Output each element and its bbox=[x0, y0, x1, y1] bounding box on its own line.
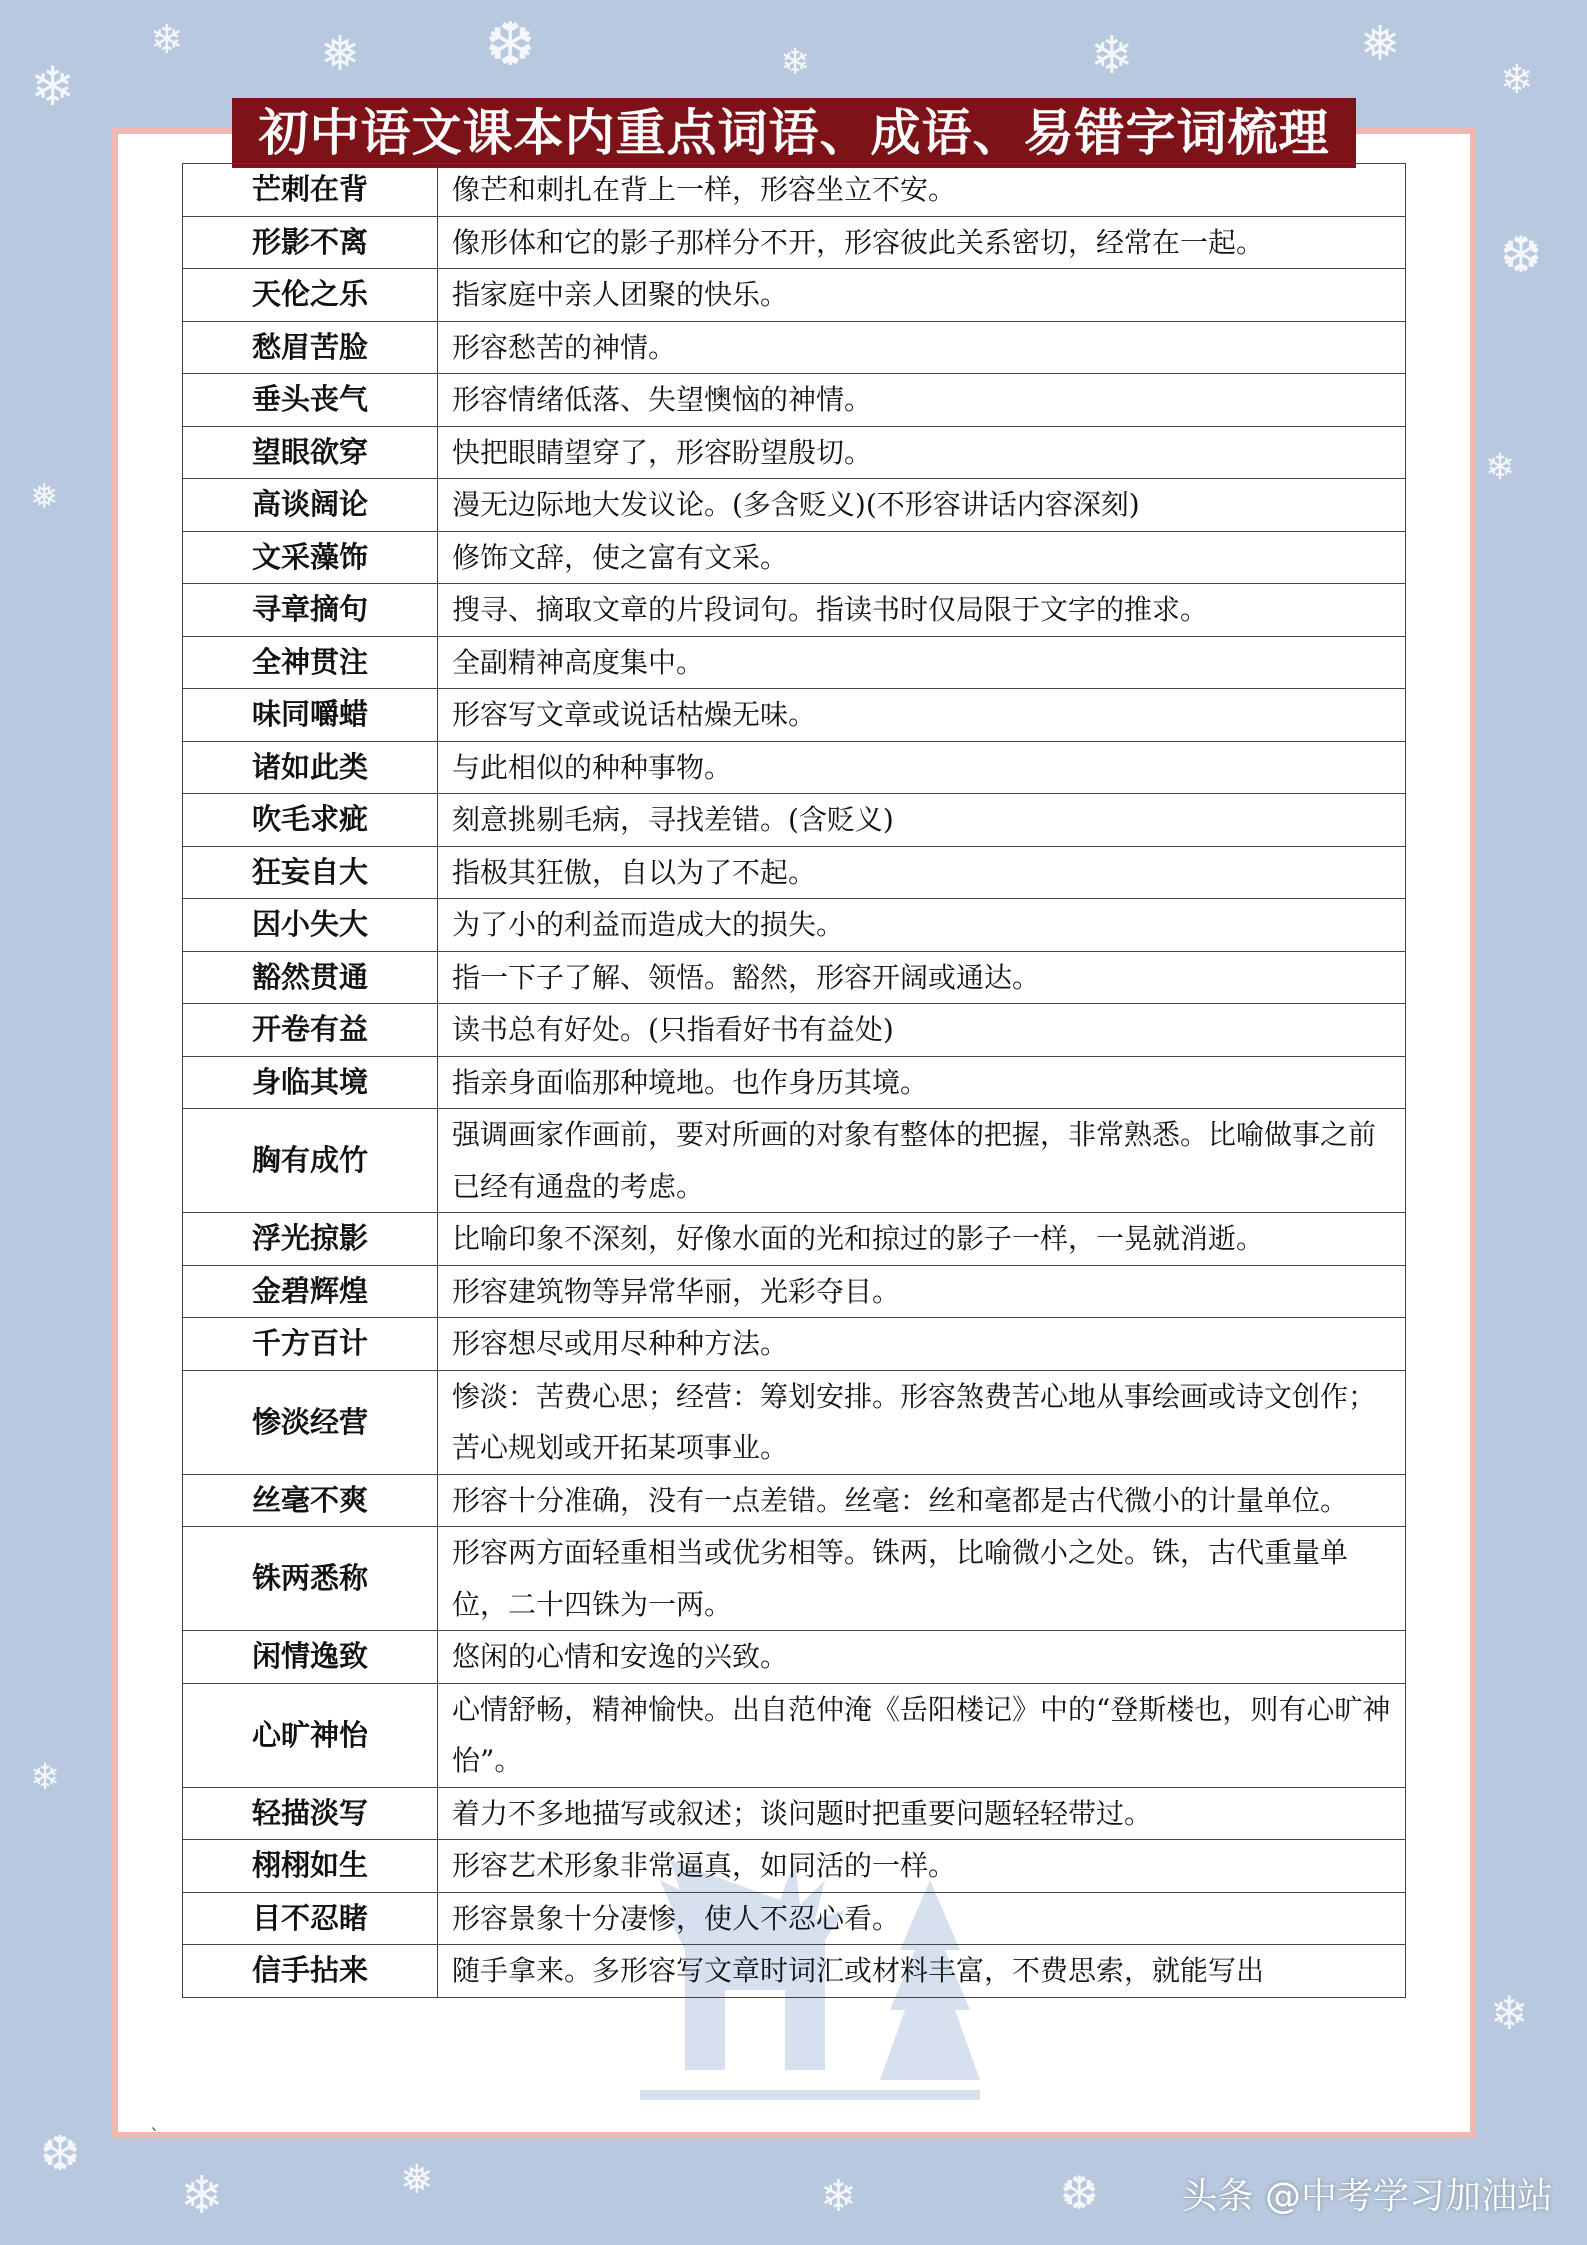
definition-cell: 与此相似的种种事物。 bbox=[438, 741, 1406, 794]
definition-cell: 漫无边际地大发议论。(多含贬义)(不形容讲话内容深刻) bbox=[438, 479, 1406, 532]
table-row bbox=[183, 1474, 1406, 1527]
table-row bbox=[183, 1318, 1406, 1371]
term-cell: 心旷神怡 bbox=[183, 1683, 438, 1787]
definition-cell: 指亲身面临那种境地。也作身历其境。 bbox=[438, 1056, 1406, 1109]
tick-mark: ` bbox=[150, 2124, 160, 2148]
table-row bbox=[183, 321, 1406, 374]
definition-cell: 形容艺术形象非常逼真，如同活的一样。 bbox=[438, 1840, 1406, 1893]
term-cell: 豁然贯通 bbox=[183, 951, 438, 1004]
table-row bbox=[183, 846, 1406, 899]
definition-cell: 形容十分准确，没有一点差错。丝毫：丝和毫都是古代微小的计量单位。 bbox=[438, 1474, 1406, 1527]
definition-cell: 悠闲的心情和安逸的兴致。 bbox=[438, 1631, 1406, 1684]
term-cell: 因小失大 bbox=[183, 899, 438, 952]
vocab-table bbox=[182, 163, 1406, 1998]
definition-cell: 修饰文辞，使之富有文采。 bbox=[438, 531, 1406, 584]
definition-cell: 全副精神高度集中。 bbox=[438, 636, 1406, 689]
snowflake-icon: ❄ bbox=[150, 17, 184, 63]
term-cell: 狂妄自大 bbox=[183, 846, 438, 899]
definition-cell: 形容景象十分凄惨，使人不忍心看。 bbox=[438, 1892, 1406, 1945]
definition-cell: 指一下子了解、领悟。豁然，形容开阔或通达。 bbox=[438, 951, 1406, 1004]
table-row bbox=[183, 1892, 1406, 1945]
term-cell: 目不忍睹 bbox=[183, 1892, 438, 1945]
snowflake-icon: ❆ bbox=[485, 10, 536, 80]
term-cell: 芒刺在背 bbox=[183, 164, 438, 217]
definition-cell: 形容建筑物等异常华丽，光彩夺目。 bbox=[438, 1265, 1406, 1318]
term-cell: 金碧辉煌 bbox=[183, 1265, 438, 1318]
term-cell: 丝毫不爽 bbox=[183, 1474, 438, 1527]
table-row bbox=[183, 1213, 1406, 1266]
snowflake-icon: ❄ bbox=[820, 2171, 857, 2222]
table-row bbox=[183, 899, 1406, 952]
definition-cell: 形容两方面轻重相当或优劣相等。铢两，比喻微小之处。铢，古代重量单位，二十四铢为一两。 bbox=[438, 1527, 1406, 1631]
definition-cell: 像形体和它的影子那样分不开，形容彼此关系密切，经常在一起。 bbox=[438, 216, 1406, 269]
snowflake-icon: ❄ bbox=[1490, 1986, 1529, 2040]
table-row bbox=[183, 479, 1406, 532]
term-cell: 身临其境 bbox=[183, 1056, 438, 1109]
definition-cell: 心情舒畅，精神愉快。出自范仲淹《岳阳楼记》中的“登斯楼也，则有心旷神怡”。 bbox=[438, 1683, 1406, 1787]
definition-cell: 搜寻、摘取文章的片段词句。指读书时仅局限于文字的推求。 bbox=[438, 584, 1406, 637]
term-cell: 栩栩如生 bbox=[183, 1840, 438, 1893]
definition-cell: 快把眼睛望穿了，形容盼望殷切。 bbox=[438, 426, 1406, 479]
term-cell: 铢两悉称 bbox=[183, 1527, 438, 1631]
term-cell: 寻章摘句 bbox=[183, 584, 438, 637]
definition-cell: 为了小的利益而造成大的损失。 bbox=[438, 899, 1406, 952]
snowflake-icon: ❆ bbox=[1500, 226, 1542, 284]
term-cell: 天伦之乐 bbox=[183, 269, 438, 322]
snowflake-icon: ❅ bbox=[30, 477, 59, 517]
snowflake-icon: ❆ bbox=[1060, 2166, 1099, 2220]
term-cell: 垂头丧气 bbox=[183, 374, 438, 427]
table-row bbox=[183, 1109, 1406, 1213]
table-row bbox=[183, 426, 1406, 479]
definition-cell: 惨淡：苦费心思；经营：筹划安排。形容煞费苦心地从事绘画或诗文创作；苦心规划或开拓某项事业。 bbox=[438, 1370, 1406, 1474]
table-row bbox=[183, 1631, 1406, 1684]
table-row bbox=[183, 636, 1406, 689]
term-cell: 高谈阔论 bbox=[183, 479, 438, 532]
term-cell: 诸如此类 bbox=[183, 741, 438, 794]
table-row bbox=[183, 531, 1406, 584]
table-row bbox=[183, 794, 1406, 847]
term-cell: 文采藻饰 bbox=[183, 531, 438, 584]
term-cell: 闲情逸致 bbox=[183, 1631, 438, 1684]
snowflake-icon: ❆ bbox=[40, 2126, 81, 2182]
term-cell: 胸有成竹 bbox=[183, 1109, 438, 1213]
term-cell: 全神贯注 bbox=[183, 636, 438, 689]
table-row bbox=[183, 741, 1406, 794]
table-row bbox=[183, 584, 1406, 637]
table-row bbox=[183, 164, 1406, 217]
table-row bbox=[183, 1840, 1406, 1893]
definition-cell: 读书总有好处。(只指看好书有益处) bbox=[438, 1004, 1406, 1057]
table-row bbox=[183, 1527, 1406, 1631]
term-cell: 开卷有益 bbox=[183, 1004, 438, 1057]
definition-cell: 刻意挑剔毛病，寻找差错。(含贬义) bbox=[438, 794, 1406, 847]
snowflake-icon: ❄ bbox=[1500, 57, 1534, 103]
table-row bbox=[183, 951, 1406, 1004]
snowflake-icon: ❅ bbox=[320, 26, 361, 82]
term-cell: 信手拈来 bbox=[183, 1945, 438, 1998]
definition-cell: 指家庭中亲人团聚的快乐。 bbox=[438, 269, 1406, 322]
page-title: 初中语文课本内重点词语、成语、易错字词梳理 bbox=[232, 98, 1356, 168]
table-row bbox=[183, 1004, 1406, 1057]
table-row bbox=[183, 269, 1406, 322]
table-row bbox=[183, 216, 1406, 269]
term-cell: 愁眉苦脸 bbox=[183, 321, 438, 374]
table-row bbox=[183, 1787, 1406, 1840]
term-cell: 吹毛求疵 bbox=[183, 794, 438, 847]
term-cell: 形影不离 bbox=[183, 216, 438, 269]
term-cell: 轻描淡写 bbox=[183, 1787, 438, 1840]
definition-cell: 形容情绪低落、失望懊恼的神情。 bbox=[438, 374, 1406, 427]
table-row bbox=[183, 1265, 1406, 1318]
table-row bbox=[183, 689, 1406, 742]
table-row bbox=[183, 1370, 1406, 1474]
definition-cell: 比喻印象不深刻，好像水面的光和掠过的影子一样，一晃就消逝。 bbox=[438, 1213, 1406, 1266]
definition-cell: 形容想尽或用尽种种方法。 bbox=[438, 1318, 1406, 1371]
snowflake-icon: ❅ bbox=[1360, 16, 1401, 72]
definition-cell: 像芒和刺扎在背上一样，形容坐立不安。 bbox=[438, 164, 1406, 217]
term-cell: 千方百计 bbox=[183, 1318, 438, 1371]
definition-cell: 着力不多地描写或叙述；谈问题时把重要问题轻轻带过。 bbox=[438, 1787, 1406, 1840]
term-cell: 味同嚼蜡 bbox=[183, 689, 438, 742]
snowflake-icon: ❅ bbox=[400, 2157, 434, 2203]
snowflake-icon: ❄ bbox=[780, 42, 811, 83]
source-credit: 头条 @中考学习加油站 bbox=[1181, 2176, 1553, 2217]
definition-cell: 形容愁苦的神情。 bbox=[438, 321, 1406, 374]
definition-cell: 随手拿来。多形容写文章时词汇或材料丰富，不费思索，就能写出 bbox=[438, 1945, 1406, 1998]
snowflake-icon: ❄ bbox=[1090, 26, 1134, 86]
definition-cell: 强调画家作画前，要对所画的对象有整体的把握，非常熟悉。比喻做事之前已经有通盘的考虑。 bbox=[438, 1109, 1406, 1213]
snowflake-icon: ❄ bbox=[30, 55, 76, 118]
term-cell: 惨淡经营 bbox=[183, 1370, 438, 1474]
term-cell: 望眼欲穿 bbox=[183, 426, 438, 479]
snowflake-icon: ❄ bbox=[180, 2166, 224, 2226]
term-cell: 浮光掠影 bbox=[183, 1213, 438, 1266]
definition-cell: 指极其狂傲，自以为了不起。 bbox=[438, 846, 1406, 899]
snowflake-icon: ❄ bbox=[30, 1757, 61, 1798]
table-row bbox=[183, 374, 1406, 427]
snowflake-icon: ❄ bbox=[1485, 447, 1516, 488]
definition-cell: 形容写文章或说话枯燥无味。 bbox=[438, 689, 1406, 742]
table-row bbox=[183, 1683, 1406, 1787]
table-row bbox=[183, 1056, 1406, 1109]
table-row bbox=[183, 1945, 1406, 1998]
